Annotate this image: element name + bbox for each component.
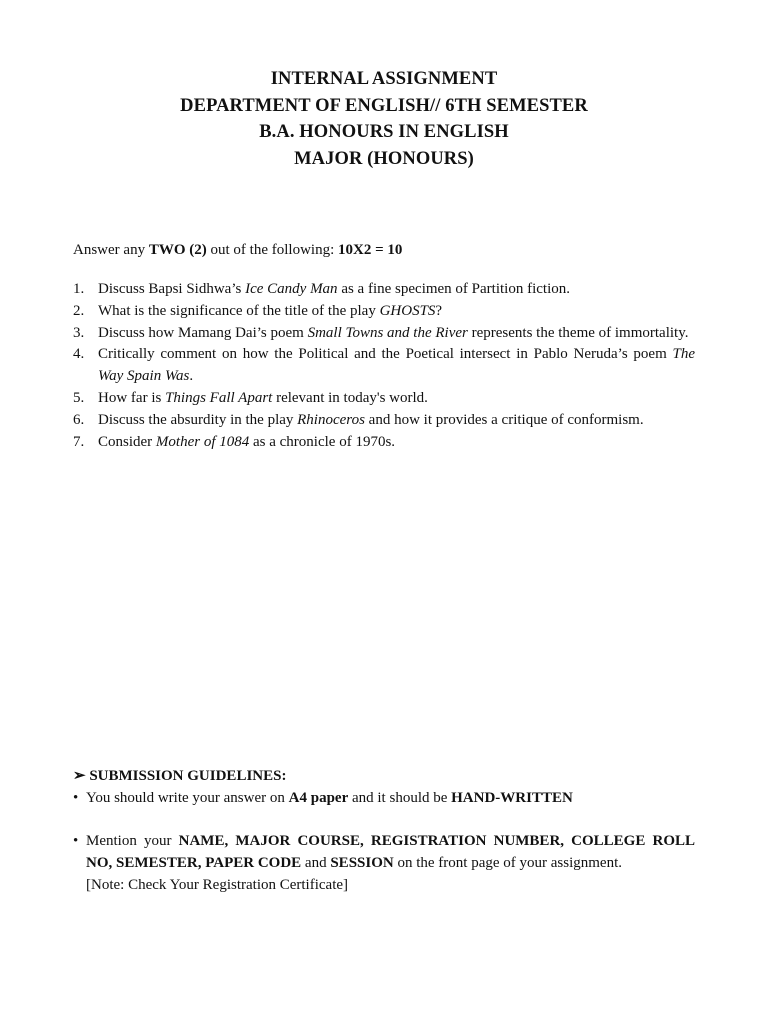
guideline-emphasis: HAND-WRITTEN [451, 789, 573, 806]
question-item [73, 323, 695, 345]
question-text: Discuss how Mamang Dai’s poem [98, 324, 308, 341]
work-title: Mother of 1084 [155, 433, 250, 450]
question-number: 3. [73, 324, 85, 341]
guideline-text: and it should be [348, 789, 452, 806]
guideline-note: [Note: Check Your Registration Certificate] [86, 876, 349, 893]
guideline-emphasis: SESSION [330, 855, 394, 872]
work-title: Things Fall Apart [165, 389, 273, 406]
bullet-icon: • [73, 833, 79, 850]
question-item [73, 301, 695, 323]
guideline-item [73, 788, 695, 810]
question-item [73, 410, 695, 432]
question-text: relevant in today's world. [272, 389, 428, 406]
question-text: What is the significance of the title of the play [98, 302, 380, 319]
question-text: Discuss Bapsi Sidhwa’s [98, 281, 246, 297]
question-text: Critically comment on how the Political and the Poetical intersect in Pablo Neruda’s poem [98, 346, 673, 363]
question-number: 4. [73, 346, 85, 363]
header-programme: B.A. HONOURS IN ENGLISH [259, 122, 509, 142]
bullet-icon: • [73, 789, 79, 806]
question-text: Discuss the absurdity in the play [98, 411, 298, 428]
question-text: represents the theme of immortality. [467, 324, 689, 341]
work-title: GHOSTS [379, 302, 436, 319]
guideline-emphasis: A4 paper [288, 789, 349, 806]
question-text: as a fine specimen of Partition fiction. [337, 281, 570, 297]
question-list [73, 279, 695, 453]
header-title: INTERNAL ASSIGNMENT [270, 69, 498, 89]
intro-marks: 10X2 = 10 [338, 242, 403, 258]
question-number: 1. [73, 281, 85, 297]
question-number: 2. [73, 302, 85, 319]
work-title: Small Towns and the River [307, 324, 468, 341]
question-item [73, 432, 695, 454]
guideline-text: You should write your answer on [86, 789, 289, 806]
question-text: as a chronicle of 1970s. [249, 433, 396, 450]
question-text: ? [435, 302, 443, 319]
work-title: The Way Spain Was [98, 346, 695, 385]
guideline-text: and [301, 855, 331, 872]
spacer [73, 810, 695, 832]
submission-guidelines [73, 766, 695, 897]
intro-prefix: Answer any [73, 242, 149, 258]
question-text: Consider [98, 433, 156, 450]
work-title: Rhinoceros [297, 411, 365, 428]
guideline-text: on the front page of your assignment. [393, 855, 622, 872]
guideline-text: Mention your [86, 833, 179, 850]
guideline-emphasis: NAME, MAJOR COURSE, REGISTRATION NUMBER, COLLEGE ROLL NO, SEMESTER, PAPER CODE [86, 833, 696, 872]
question-number: 5. [73, 389, 85, 406]
question-item [73, 279, 695, 301]
question-text: and how it provides a critique of conformism. [364, 411, 644, 428]
question-number: 7. [73, 433, 85, 450]
guidelines-heading: ➢ SUBMISSION GUIDELINES: [73, 768, 287, 784]
question-number: 6. [73, 411, 85, 428]
header-department: DEPARTMENT OF ENGLISH// 6TH SEMESTER [180, 95, 588, 116]
intro-middle: out of the following: [206, 242, 338, 258]
header-major: MAJOR (HONOURS) [294, 148, 474, 169]
instructions [73, 240, 402, 260]
question-text: . [189, 368, 194, 385]
question-text: How far is [98, 389, 166, 406]
guideline-item [73, 831, 695, 875]
intro-count: TWO (2) [148, 242, 207, 258]
work-title: Ice Candy Man [245, 281, 338, 297]
question-item [73, 388, 695, 410]
question-item [73, 344, 695, 388]
document-header [0, 66, 768, 172]
